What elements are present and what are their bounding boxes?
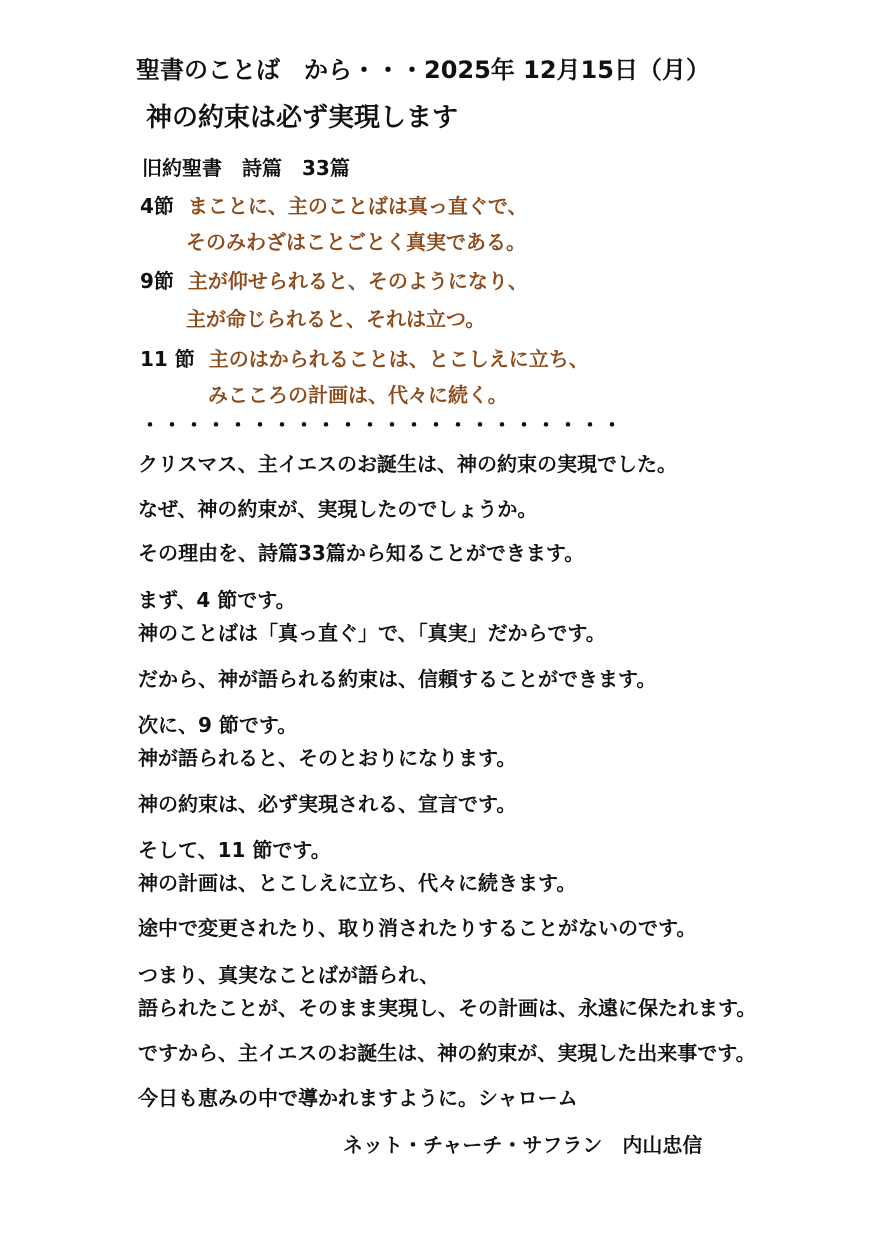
- message-line: つまり、真実なことばが語られ、: [138, 963, 440, 987]
- message-line: まず、4 節です。: [138, 588, 296, 612]
- message-line: だから、神が語られる約束は、信頼することができます。: [138, 667, 657, 691]
- verse-9-line-1: [140, 271, 528, 291]
- dotted-separator: ・・・・・・・・・・・・・・・・・・・・・・: [140, 413, 624, 437]
- verse-9-line-2: 主が命じられると、それは立つ。: [186, 307, 486, 331]
- verse-4-number: 4節: [140, 194, 174, 218]
- message-line: なぜ、神の約束が、実現したのでしょうか。: [138, 497, 538, 521]
- message-line: 語られたことが、そのまま実現し、その計画は、永遠に保たれます。: [138, 996, 757, 1020]
- verse-11-number: 11 節: [140, 347, 195, 371]
- message-line: そして、11 節です。: [138, 838, 331, 862]
- verse-9-text: 主が仰せられると、そのようになり、: [187, 269, 528, 293]
- message-line: 次に、9 節です。: [138, 713, 298, 737]
- verse-11-line-2: みこころの計画は、代々に続く。: [208, 383, 508, 407]
- verse-11-text: 主のはかられることは、とこしえに立ち、: [208, 347, 589, 371]
- verse-4-text: まことに、主のことばは真っ直ぐで、: [187, 194, 528, 218]
- message-line: 神の計画は、とこしえに立ち、代々に続きます。: [138, 871, 577, 895]
- message-line: その理由を、詩篇33篇から知ることができます。: [138, 541, 585, 565]
- page-title: 聖書のことば から・・・2025年 12月15日（月）: [136, 56, 710, 84]
- verse-11-line-1: [140, 349, 589, 369]
- sermon-subtitle: 神の約束は必ず実現します: [146, 103, 459, 133]
- message-line: 神が語られると、そのとおりになります。: [138, 746, 517, 770]
- signature: ネット・チャーチ・サフラン 内山忠信: [343, 1133, 703, 1157]
- message-line: 途中で変更されたり、取り消されたりすることがないのです。: [138, 916, 697, 940]
- verse-9-number: 9節: [140, 269, 174, 293]
- message-line: 今日も恵みの中で導かれますように。シャローム: [138, 1086, 578, 1110]
- message-line: クリスマス、主イエスのお誕生は、神の約束の実現でした。: [138, 452, 677, 476]
- verse-4-line-1: [140, 196, 527, 216]
- message-line: 神の約束は、必ず実現される、宣言です。: [138, 792, 517, 816]
- message-line: ですから、主イエスのお誕生は、神の約束が、実現した出来事です。: [138, 1041, 756, 1065]
- message-line: 神のことばは「真っ直ぐ」で、「真実」だからです。: [138, 621, 606, 645]
- verse-4-line-2: そのみわざはことごとく真実である。: [186, 230, 526, 254]
- scripture-source: 旧約聖書 詩篇 33篇: [142, 156, 350, 180]
